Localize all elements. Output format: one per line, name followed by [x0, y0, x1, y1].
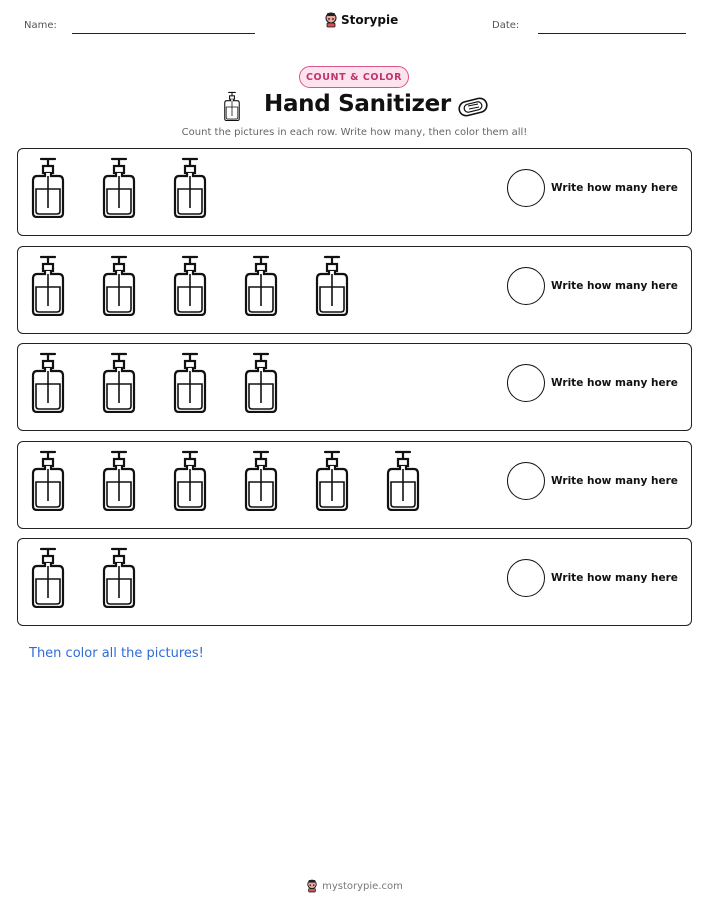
hand-sanitizer-icon[interactable] [173, 449, 207, 511]
date-line[interactable] [538, 33, 686, 34]
answer-circle[interactable] [507, 364, 545, 402]
name-line[interactable] [72, 33, 255, 34]
footer [0, 879, 709, 893]
counting-row [17, 246, 692, 334]
hand-sanitizer-icon[interactable] [244, 351, 278, 413]
storypie-mascot-icon [324, 12, 338, 28]
date-label: Date: [492, 20, 520, 31]
answer-label: Write how many here [551, 279, 678, 292]
hand-sanitizer-icon[interactable] [31, 351, 65, 413]
hand-sanitizer-icon[interactable] [31, 254, 65, 316]
hand-sanitizer-icon[interactable] [173, 254, 207, 316]
hand-sanitizer-icon[interactable] [102, 449, 136, 511]
counting-row [17, 441, 692, 529]
hand-sanitizer-icon[interactable] [173, 156, 207, 218]
hand-sanitizer-icon[interactable] [244, 254, 278, 316]
brand-logo [324, 12, 398, 28]
answer-label: Write how many here [551, 182, 678, 194]
brand-name: Storypie [341, 13, 399, 27]
hand-sanitizer-icon[interactable] [315, 254, 349, 316]
storypie-mascot-icon [306, 879, 318, 893]
category-badge: COUNT & COLOR [299, 66, 409, 88]
hand-sanitizer-icon[interactable] [102, 351, 136, 413]
counting-row [17, 343, 692, 431]
hand-sanitizer-icon[interactable] [102, 546, 136, 608]
hand-sanitizer-icon[interactable] [31, 546, 65, 608]
instructions: Count the pictures in each row. Write how many, then color them all! [181, 127, 528, 138]
answer-label: Write how many here [551, 572, 678, 584]
hand-sanitizer-icon[interactable] [244, 449, 278, 511]
hand-sanitizer-icon [222, 91, 242, 121]
soap-bar-icon [457, 96, 489, 118]
footer-site: mystorypie.com [322, 880, 403, 892]
hand-sanitizer-icon[interactable] [386, 449, 420, 511]
hand-sanitizer-icon[interactable] [315, 449, 349, 511]
answer-circle[interactable] [507, 559, 545, 597]
page-title: Hand Sanitizer [264, 91, 451, 117]
hand-sanitizer-icon[interactable] [102, 254, 136, 316]
hand-sanitizer-icon[interactable] [31, 449, 65, 511]
hand-sanitizer-icon[interactable] [173, 351, 207, 413]
answer-circle[interactable] [507, 462, 545, 500]
answer-circle[interactable] [507, 169, 545, 207]
hand-sanitizer-icon[interactable] [102, 156, 136, 218]
hand-sanitizer-icon[interactable] [31, 156, 65, 218]
counting-row [17, 538, 692, 626]
answer-circle[interactable] [507, 267, 545, 305]
answer-label: Write how many here [551, 474, 678, 487]
name-label: Name: [24, 20, 57, 31]
counting-row [17, 148, 692, 236]
answer-label: Write how many here [551, 377, 678, 389]
coloring-instruction: Then color all the pictures! [29, 646, 204, 661]
